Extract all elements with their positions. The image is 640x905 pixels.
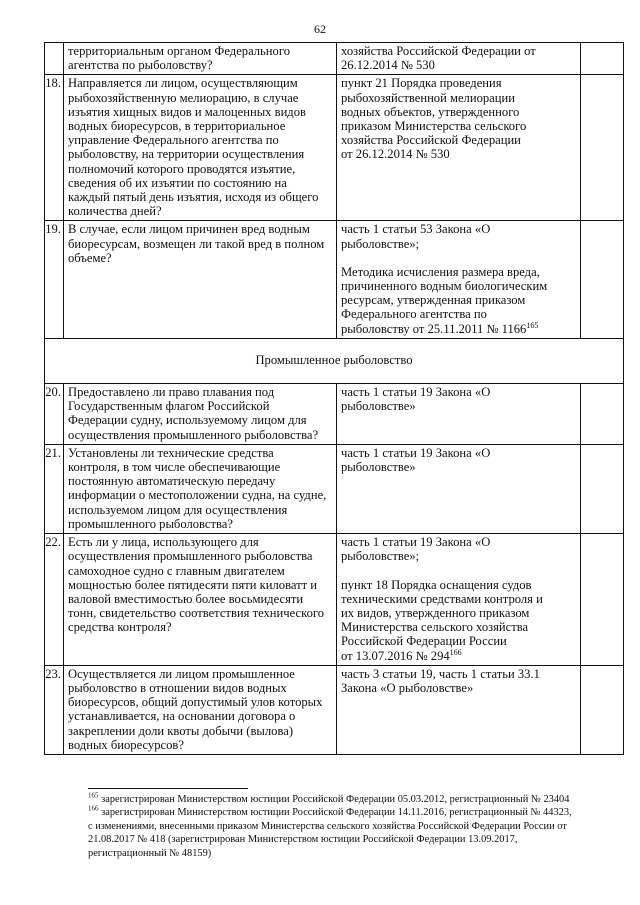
reference-text <box>341 446 577 474</box>
reference-body: часть 1 статьи 19 Закона «О рыболовстве» <box>341 445 491 475</box>
question-cell <box>64 384 337 445</box>
answer-cell <box>581 444 624 533</box>
reference-cell <box>337 75 581 221</box>
question-text: Установлены ли технические средства контроля, в том числе обеспечивающие постоянную автоматическую передачу информации о местоположении судна, на судне, используемом лицом для осуществления промышленного рыболовства? <box>68 445 327 531</box>
footnote <box>88 793 600 806</box>
footnote-number: 165 <box>88 791 99 800</box>
footnote-marker: 166 <box>449 647 462 657</box>
reference-text <box>341 578 577 663</box>
row-number: 21. <box>45 444 64 533</box>
reference-text <box>341 44 577 72</box>
reference-cell <box>337 444 581 533</box>
footnote-marker: 165 <box>526 320 539 330</box>
question-cell <box>64 665 337 754</box>
table-row <box>45 43 624 75</box>
question-cell <box>64 444 337 533</box>
footnote-divider <box>88 788 248 789</box>
answer-cell <box>581 384 624 445</box>
row-number <box>45 43 64 75</box>
question-text: Направляется ли лицом, осуществляющим рыбохозяйственную мелиорацию, в случае изъятия хищных видов и малоценных видов водных биоресурсов, в территориальное управление Федерального агентства по рыболовству, на территории осуществления полномочий которого проводятся изъятие, сведения об их изъятии по состоянию на каждый пятый день изъятия, исходя из общего количества дней? <box>68 76 319 219</box>
section-title: Промышленное рыболовство <box>45 338 624 383</box>
table-row <box>45 384 624 445</box>
answer-cell <box>581 534 624 666</box>
reference-body: часть 3 статьи 19, часть 1 статьи 33.1 Закона «О рыболовстве» <box>341 666 540 695</box>
reference-text <box>341 535 577 563</box>
question-text: Осуществляется ли лицом промышленное рыболовство в отношении видов водных биоресурсов, общий допустимый улов которых устанавливается, на основании договора о закреплении доли квоты добычи (вылова) водных биоресурсов? <box>68 666 323 752</box>
reference-cell <box>337 384 581 445</box>
question-text: Есть ли у лица, использующего для осуществления промышленного рыболовства самоходное судно с главным двигателем мощностью более пятидесяти пяти киловатт и валовой вместимостью более восьмидесяти тонн, свидетельство соответствия технического средства контроля? <box>68 535 325 635</box>
reference-text <box>341 667 577 695</box>
section-row <box>45 338 624 383</box>
page-number: 62 <box>314 22 326 36</box>
reference-cell <box>337 665 581 754</box>
footnote-text: зарегистрирован Министерством юстиции Российской Федерации 05.03.2012, регистрационный № 23404 <box>101 794 570 805</box>
answer-cell <box>581 665 624 754</box>
footnote <box>88 806 600 860</box>
answer-cell <box>581 75 624 221</box>
table-row <box>45 665 624 754</box>
row-number: 23. <box>45 665 64 754</box>
question-cell <box>64 221 337 338</box>
reference-cell <box>337 534 581 666</box>
answer-cell <box>581 43 624 75</box>
row-number: 20. <box>45 384 64 445</box>
question-cell <box>64 43 337 75</box>
question-cell <box>64 534 337 666</box>
question-text: Предоставлено ли право плавания под Государственным флагом Российской Федерации судну, используемому лицом для осуществления промышленного рыболовства? <box>68 385 319 442</box>
reference-cell <box>337 43 581 75</box>
checklist-table <box>44 42 624 755</box>
reference-text <box>341 265 577 336</box>
reference-body: часть 1 статьи 19 Закона «О рыболовстве» <box>341 385 491 414</box>
reference-body: Методика исчисления размера вреда, причиненного водным биологическим ресурсам, утвержденная приказом Федерального агентства по рыболовству от 25.11.2011 № 1166 <box>341 264 548 336</box>
table-row <box>45 534 624 666</box>
reference-body: часть 1 статьи 19 Закона «О рыболовстве»; <box>341 535 491 564</box>
question-text: В случае, если лицом причинен вред водным биоресурсам, возмещен ли такой вред в полном объеме? <box>68 222 325 265</box>
row-number: 18. <box>45 75 64 221</box>
row-number: 22. <box>45 534 64 666</box>
reference-cell <box>337 221 581 338</box>
reference-text <box>341 222 577 250</box>
reference-body: пункт 18 Порядка оснащения судов техническими средствами контроля и их видов, утвержденного приказом Министерства сельского хозяйства Российской Федерации России от 13.07.2016 № 294 <box>341 577 543 663</box>
answer-cell <box>581 221 624 338</box>
reference-body: часть 1 статьи 53 Закона «О рыболовстве»; <box>341 222 491 251</box>
reference-text <box>341 385 577 413</box>
reference-body: хозяйства Российской Федерации от 26.12.2014 № 530 <box>341 44 536 73</box>
footnote-number: 166 <box>88 804 99 813</box>
row-number: 19. <box>45 221 64 338</box>
footnotes <box>88 793 600 860</box>
reference-text <box>341 76 577 161</box>
question-cell <box>64 75 337 221</box>
table-row <box>45 75 624 221</box>
table-row <box>45 444 624 533</box>
footnote-text: зарегистрирован Министерством юстиции Российской Федерации 14.11.2016, регистрационный № 44323, с изменениями, внесенными приказом Министерства сельского хозяйства Российской Федерации России от 21.08.2017 № 418 (зарегистрирован Министерством юстиции Российской Федерации 13.09.2017, регистрационный № 48159) <box>88 807 572 859</box>
reference-body: пункт 21 Порядка проведения рыбохозяйственной мелиорации водных объектов, утвержденного приказом Министерства сельского хозяйства Российской Федерации от 26.12.2014 № 530 <box>341 76 527 162</box>
table-row <box>45 221 624 338</box>
question-text: территориальным органом Федерального агентства по рыболовству? <box>68 44 290 73</box>
